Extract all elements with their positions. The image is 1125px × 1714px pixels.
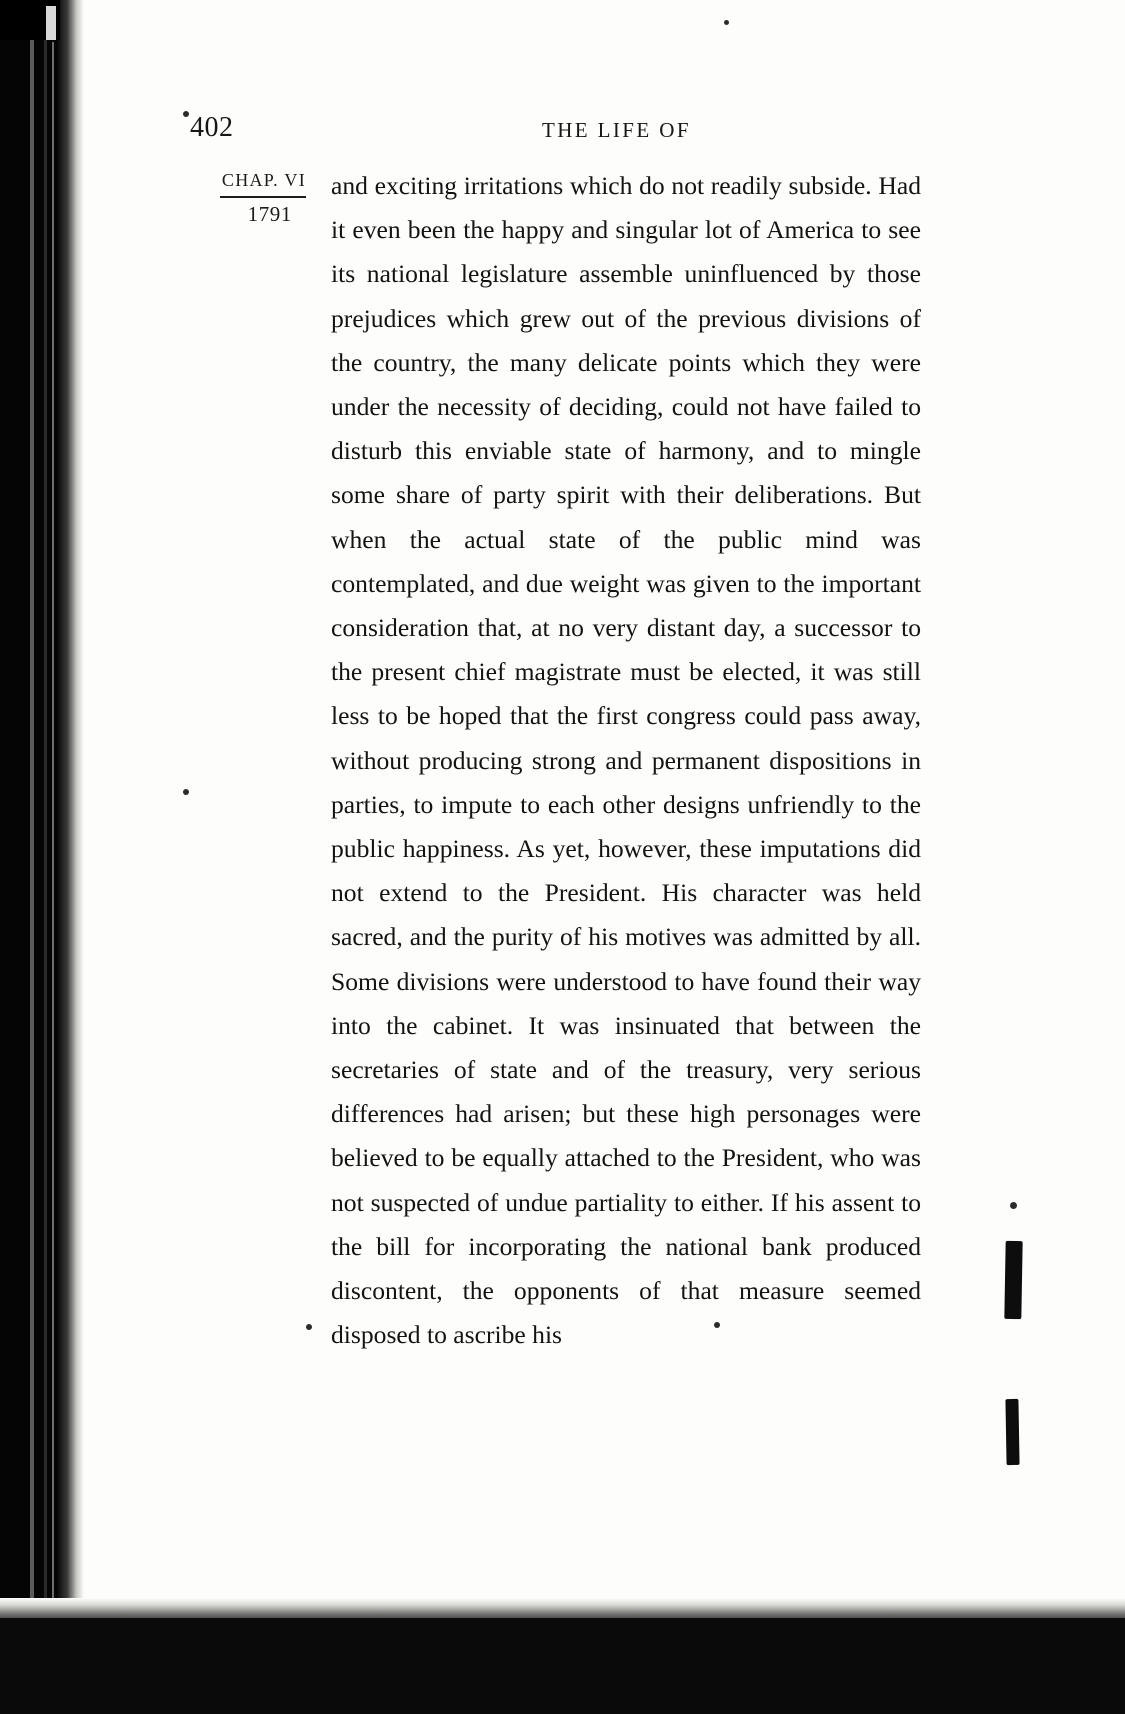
page-header <box>190 112 990 146</box>
body-paragraph: and exciting irritations which do not readily subside. Had it even been the happy and singular lot of America to see its national legislature assemble uninfluenced by those prejudices which grew out of the previous divisions of the country, the many delicate points which they were under the necessity of deciding, could not have failed to disturb this enviable state of harmony, and to mingle some share of party spirit with their deliberations. But when the actual state of the public mind was contemplated, and due weight was given to the important consideration that, at no very distant day, a successor to the present chief magistrate must be elected, it was still less to be hoped that the first congress could pass away, without producing strong and permanent dispositions in parties, to impute to each other designs unfriendly to the public happiness. As yet, however, these imputations did not extend to the President. His character was held sacred, and the purity of his motives was admitted by all. Some divisions were understood to have found their way into the cabinet. It was insinuated that between the secretaries of state and of the treasury, very serious differences had arisen; but these high personages were believed to be equally attached to the President, who was not suspected of undue partiality to either. If his assent to the bill for incorporating the national bank produced discontent, the opponents of that measure seemed disposed to ascribe his <box>331 171 921 1350</box>
year-label: 1791 <box>247 202 292 226</box>
body-text-block <box>331 164 921 1357</box>
page-number: 402 <box>190 112 234 143</box>
margin-note <box>196 170 306 227</box>
running-head: THE LIFE OF <box>542 118 691 142</box>
chapter-label: CHAP. VI <box>221 170 306 190</box>
margin-rule <box>220 196 306 198</box>
